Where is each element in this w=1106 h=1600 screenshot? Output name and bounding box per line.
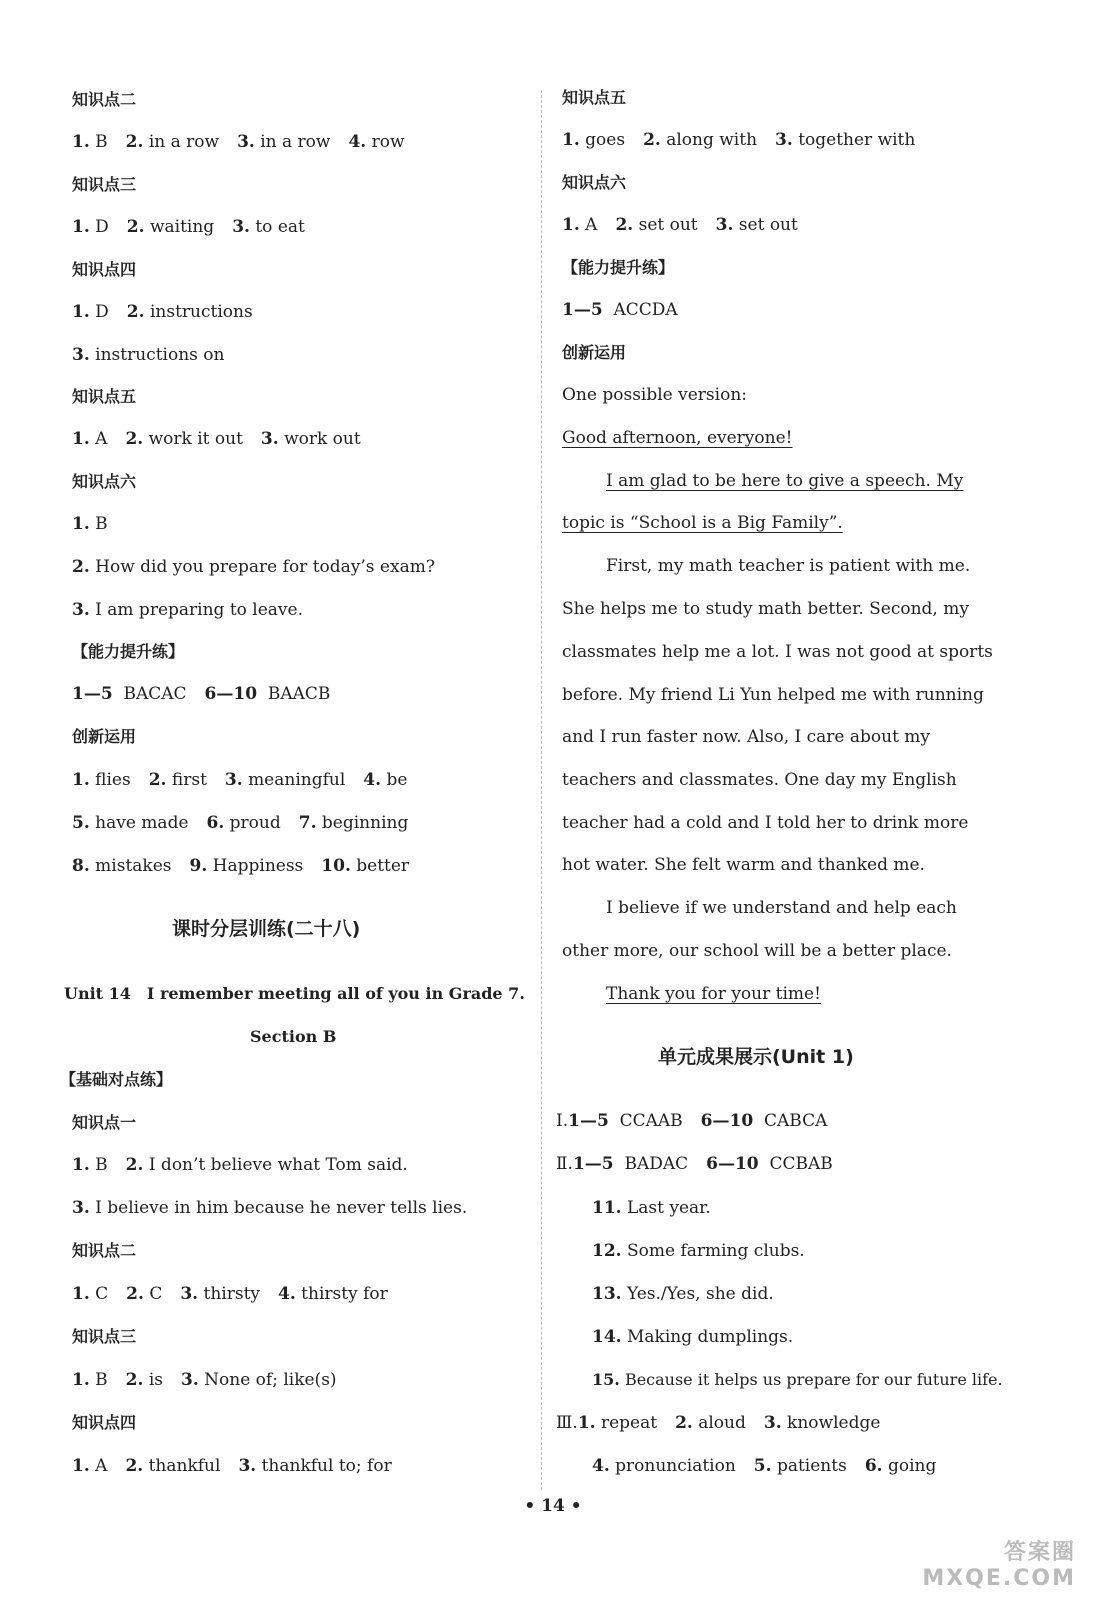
r-creative-heading: 创新运用	[562, 343, 627, 362]
unit-result-title: 单元成果展示(Unit 1)	[658, 1046, 854, 1068]
b-kp4-answers: 1. A 2. thankful 3. thankful to; for	[72, 1456, 392, 1476]
essay-p2-line5: and I run faster now. Also, I care about my	[562, 727, 931, 747]
b-kp2-heading: 知识点二	[72, 1241, 137, 1260]
result-III-row2: 4. pronunciation 5. patients 6. going	[592, 1456, 937, 1476]
essay-p2-line8: hot water. She felt warm and thanked me.	[562, 855, 925, 875]
creative-heading: 创新运用	[72, 727, 137, 746]
kp4-answers: 1. D 2. instructions	[72, 302, 253, 322]
essay-p2-line6: teachers and classmates. One day my English	[562, 770, 957, 790]
page-number: • 14 •	[524, 1496, 582, 1516]
kp4-heading: 知识点四	[72, 260, 137, 279]
kp5-answers: 1. A 2. work it out 3. work out	[72, 429, 361, 449]
r-kp6-answers: 1. A 2. set out 3. set out	[562, 215, 798, 235]
r-ability-heading: 【能力提升练】	[562, 258, 675, 277]
kp6-answer-2: 2. How did you prepare for today’s exam?	[72, 557, 435, 577]
r-kp5-answers: 1. goes 2. along with 3. together with	[562, 130, 916, 150]
b-kp2-answers: 1. C 2. C 3. thirsty 4. thirsty for	[72, 1284, 388, 1304]
ability-heading: 【能力提升练】	[72, 642, 185, 661]
ability-answers: 1—5 BACAC 6—10 BAACB	[72, 684, 331, 704]
essay-p2-line3: classmates help me a lot. I was not good at sports	[562, 642, 993, 662]
b-kp3-heading: 知识点三	[72, 1327, 137, 1346]
kp6-heading: 知识点六	[72, 472, 137, 491]
essay-p1-line1: I am glad to be here to give a speech. My	[606, 471, 964, 491]
result-I: Ⅰ.1—5 CCAAB 6—10 CABCA	[556, 1111, 828, 1131]
r-kp6-heading: 知识点六	[562, 173, 627, 192]
essay-p2-line1: First, my math teacher is patient with me.	[606, 556, 971, 576]
essay-greeting: Good afternoon, everyone!	[562, 428, 793, 448]
kp2-heading: 知识点二	[72, 90, 137, 109]
result-II-15: 15. Because it helps us prepare for our future life.	[592, 1370, 1003, 1389]
lesson-title: 课时分层训练(二十八)	[172, 918, 361, 940]
creative-row-2: 5. have made 6. proud 7. beginning	[72, 813, 409, 833]
creative-row-3: 8. mistakes 9. Happiness 10. better	[72, 856, 410, 876]
r-kp5-heading: 知识点五	[562, 88, 627, 107]
b-kp1-answer-3: 3. I believe in him because he never tells lies.	[72, 1198, 468, 1218]
essay-intro: One possible version:	[562, 385, 747, 405]
creative-row-1: 1. flies 2. first 3. meaningful 4. be	[72, 770, 408, 790]
b-kp4-heading: 知识点四	[72, 1413, 137, 1432]
essay-p2-line7: teacher had a cold and I told her to drink more	[562, 813, 969, 833]
result-II-14: 14. Making dumplings.	[592, 1327, 794, 1347]
essay-p3-line1: I believe if we understand and help each	[606, 898, 957, 918]
kp5-heading: 知识点五	[72, 387, 137, 406]
essay-p1-line2: topic is “School is a Big Family”.	[562, 513, 843, 533]
kp6-answer-3: 3. I am preparing to leave.	[72, 600, 303, 620]
section-title: Section B	[250, 1027, 337, 1046]
unit-title: Unit 14 I remember meeting all of you in Grade 7.	[64, 984, 525, 1003]
result-II-11: 11. Last year.	[592, 1198, 711, 1218]
result-III-row1: Ⅲ.1. repeat 2. aloud 3. knowledge	[556, 1413, 881, 1433]
essay-p2-line4: before. My friend Li Yun helped me with running	[562, 685, 984, 705]
kp2-answers: 1. B 2. in a row 3. in a row 4. row	[72, 132, 405, 152]
essay-p3-line2: other more, our school will be a better place.	[562, 941, 952, 961]
kp3-answers: 1. D 2. waiting 3. to eat	[72, 217, 305, 237]
watermark: 答案圈 MXQE.COM	[922, 1540, 1076, 1591]
kp4-answer-3: 3. instructions on	[72, 345, 225, 365]
r-ability-answers: 1—5 ACCDA	[562, 300, 678, 320]
b-kp1-answers: 1. B 2. I don’t believe what Tom said.	[72, 1155, 408, 1175]
column-divider	[541, 90, 542, 1490]
kp3-heading: 知识点三	[72, 175, 137, 194]
basic-heading: 【基础对点练】	[60, 1070, 173, 1089]
b-kp1-heading: 知识点一	[72, 1113, 137, 1132]
result-II-13: 13. Yes./Yes, she did.	[592, 1284, 774, 1304]
kp6-answer-1: 1. B	[72, 514, 108, 534]
result-II-12: 12. Some farming clubs.	[592, 1241, 805, 1261]
b-kp3-answers: 1. B 2. is 3. None of; like(s)	[72, 1370, 337, 1390]
essay-p2-line2: She helps me to study math better. Second, my	[562, 599, 969, 619]
result-II: Ⅱ.1—5 BADAC 6—10 CCBAB	[556, 1154, 833, 1174]
essay-closing: Thank you for your time!	[606, 984, 821, 1004]
